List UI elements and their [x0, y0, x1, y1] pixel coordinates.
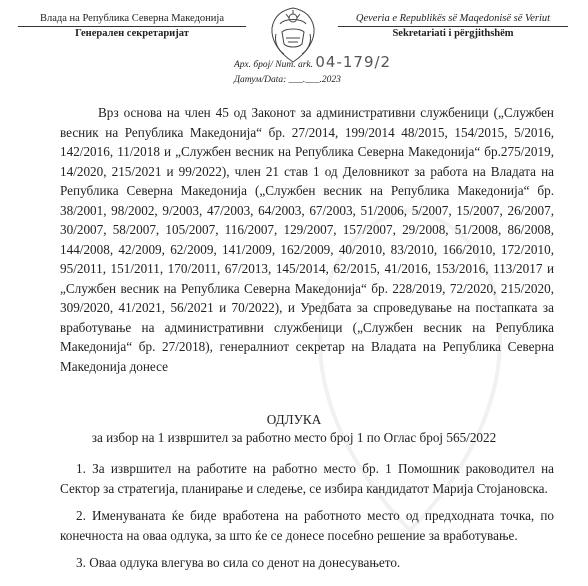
- decision-title: ОДЛУКА: [266, 412, 322, 427]
- header-left: [18, 12, 246, 40]
- decision-item: 2. Именуваната ќе биде вработена на работното место од предходната точка, по конечноста на оваа одлука, за што ќе се донесе посебно решение за вработување.: [60, 508, 554, 543]
- decision-item: 1. За извршител на работите на работно место бр. 1 Помошник раководител на Сектор за стратегија, планирање и следење, се избира кандидатот Марија Стојановска.: [60, 461, 554, 496]
- government-title-al: Qeveria e Republikës së Maqedonisë së Veriut: [355, 13, 551, 24]
- header-right: [338, 12, 568, 40]
- secretariat-title-mk: Генерален секретаријат: [75, 28, 189, 39]
- decision-items: [60, 459, 554, 581]
- secretariat-title-al: Sekretariati i përgjithshëm: [392, 28, 514, 39]
- decision-item: 3. Оваа одлука влегува во сила со денот на донесувањето.: [76, 555, 401, 570]
- decision-subtitle: за избор на 1 извршител за работно место број 1 по Оглас број 565/2022: [91, 430, 497, 445]
- legal-basis-paragraph: Врз основа на член 45 од Законот за административни службеници („Службен весник на Република Македонија“ бр. 27/2014, 199/2014 48/2015, 154/2015, 5/2016, 142/2016, 11/2018 и „Службен весник на Република Северна Македонија“ бр.275/2019, 14/2020, 215/2021 и 99/2022), член 21 став 1 од Деловникот за работа на Владата на Република Северна Македонија („Службен весник на Република Македонија“ бр. 38/2001, 98/2002, 9/2003, 47/2003, 64/2003, 67/2003, 51/2006, 5/2007, 15/2007, 26/2007, 30/2007, 58/2007, 105/2007, 116/2007, 129/2007, 157/2007, 29/2008, 51/2008, 86/2008, 144/2008, 42/2009, 62/2009, 141/2009, 162/2009, 40/2010, 83/2010, 166/2010, 172/2010, 95/2011, 151/2011, 170/2011, 67/2013, 145/2014, 62/2015, 41/2016, 153/2016, 113/2017 и „Службен весник на Република Северна Македонија“ бр. 228/2019, 72/2020, 215/2020, 309/2020, 41/2021, 56/2021 и 70/2022), и Уредбата за спроведување на постапката за вработување на административни службеници („Службен весник на Република Македонија“ бр. 27/2018), генералниот секретар на Владата на Република Северна Македонија донесе: [60, 105, 554, 374]
- archive-block: [234, 55, 391, 88]
- archive-number-row: [234, 55, 391, 73]
- archive-number-label: Арх. број/ Num. ark.: [234, 60, 313, 70]
- government-title-mk: Влада на Република Северна Македонија: [40, 13, 224, 24]
- archive-number-value: 04-179/2: [315, 53, 392, 71]
- archive-date-label: Датум/Data:: [234, 75, 287, 85]
- archive-date-value: ___.___.2023: [288, 75, 341, 85]
- archive-date-row: [234, 73, 391, 88]
